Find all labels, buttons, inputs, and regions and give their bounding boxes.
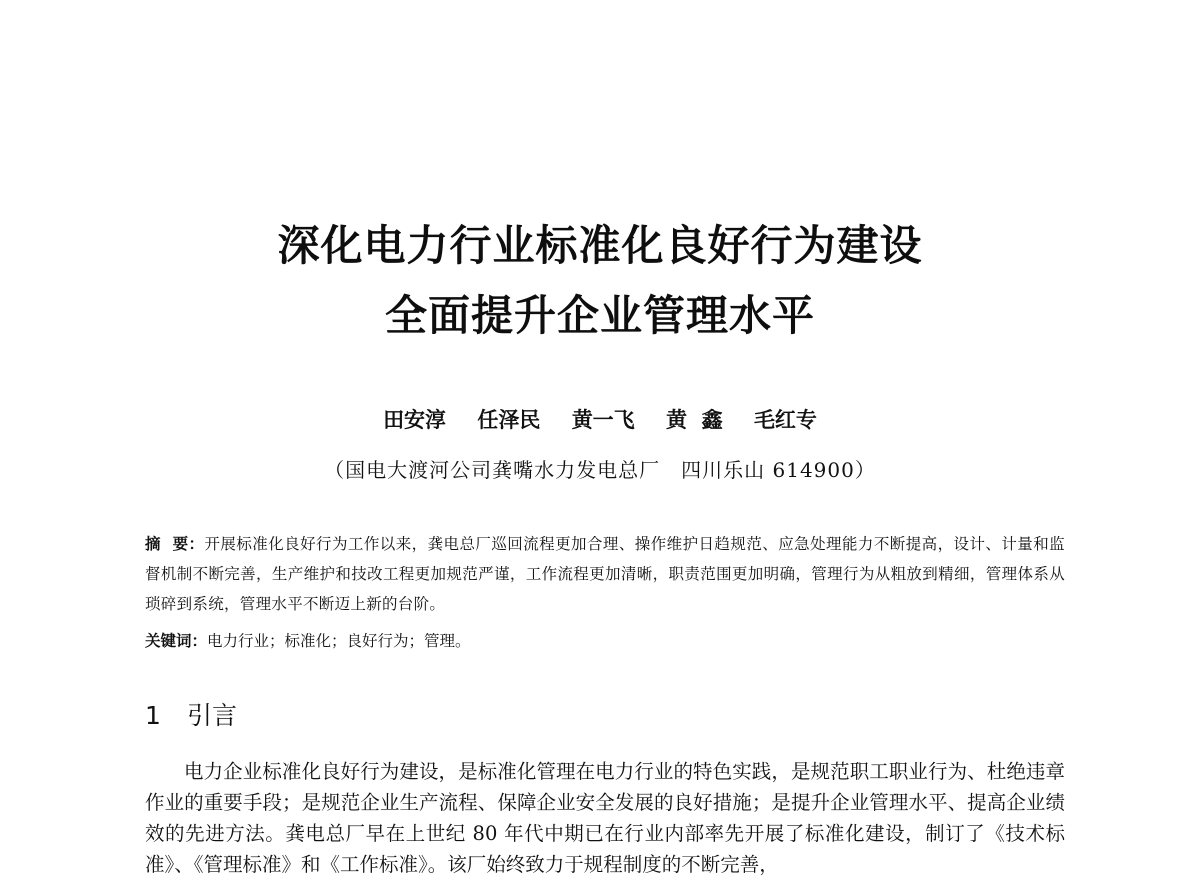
keywords	[145, 626, 1065, 656]
author-name: 田安淳	[383, 407, 447, 432]
author-name: 毛红专	[753, 407, 817, 432]
abstract	[145, 529, 1065, 619]
section-heading	[145, 699, 237, 733]
abstract-text: 开展标准化良好行为工作以来，龚电总厂巡回流程更加合理、操作维护日趋规范、应急处理能力不断提高，设计、计量和监督机制不断完善，生产维护和技改工程更加规范严谨，工作流程更加清晰，职责范围更加明确，管理行为从粗放到精细，管理体系从琐碎到系统，管理水平不断迈上新的台阶。	[145, 535, 1065, 613]
author-list	[0, 406, 1200, 434]
body-paragraph: 电力企业标准化良好行为建设，是标准化管理在电力行业的特色实践，是规范职工职业行为、杜绝违章作业的重要手段；是规范企业生产流程、保障企业安全发展的良好措施；是提升企业管理水平、提高企业绩效的先进方法。龚电总厂早在上世纪 80 年代中期已在行业内部率先开展了标准化建设，制订了《技术标准》、《管理标准》和《工作标准》。该厂始终致力于规程制度的不断完善，	[145, 760, 1065, 876]
author-name: 黄 鑫	[666, 407, 723, 432]
author-name: 黄一飞	[571, 407, 635, 432]
author-affiliation: （国电大渡河公司龚嘴水力发电总厂 四川乐山 614900）	[324, 458, 876, 482]
paper-title-line-2: 全面提升企业管理水平	[384, 291, 815, 340]
section-title: 引言	[187, 701, 238, 730]
keywords-label: 关键词：	[145, 631, 208, 650]
abstract-label: 摘 要：	[145, 534, 205, 553]
keywords-text: 电力行业；标准化；良好行为；管理。	[207, 632, 471, 650]
author-name: 任泽民	[477, 407, 541, 432]
paper-title-line-1: 深化电力行业标准化良好行为建设	[277, 221, 923, 270]
section-number: 1	[145, 701, 161, 730]
